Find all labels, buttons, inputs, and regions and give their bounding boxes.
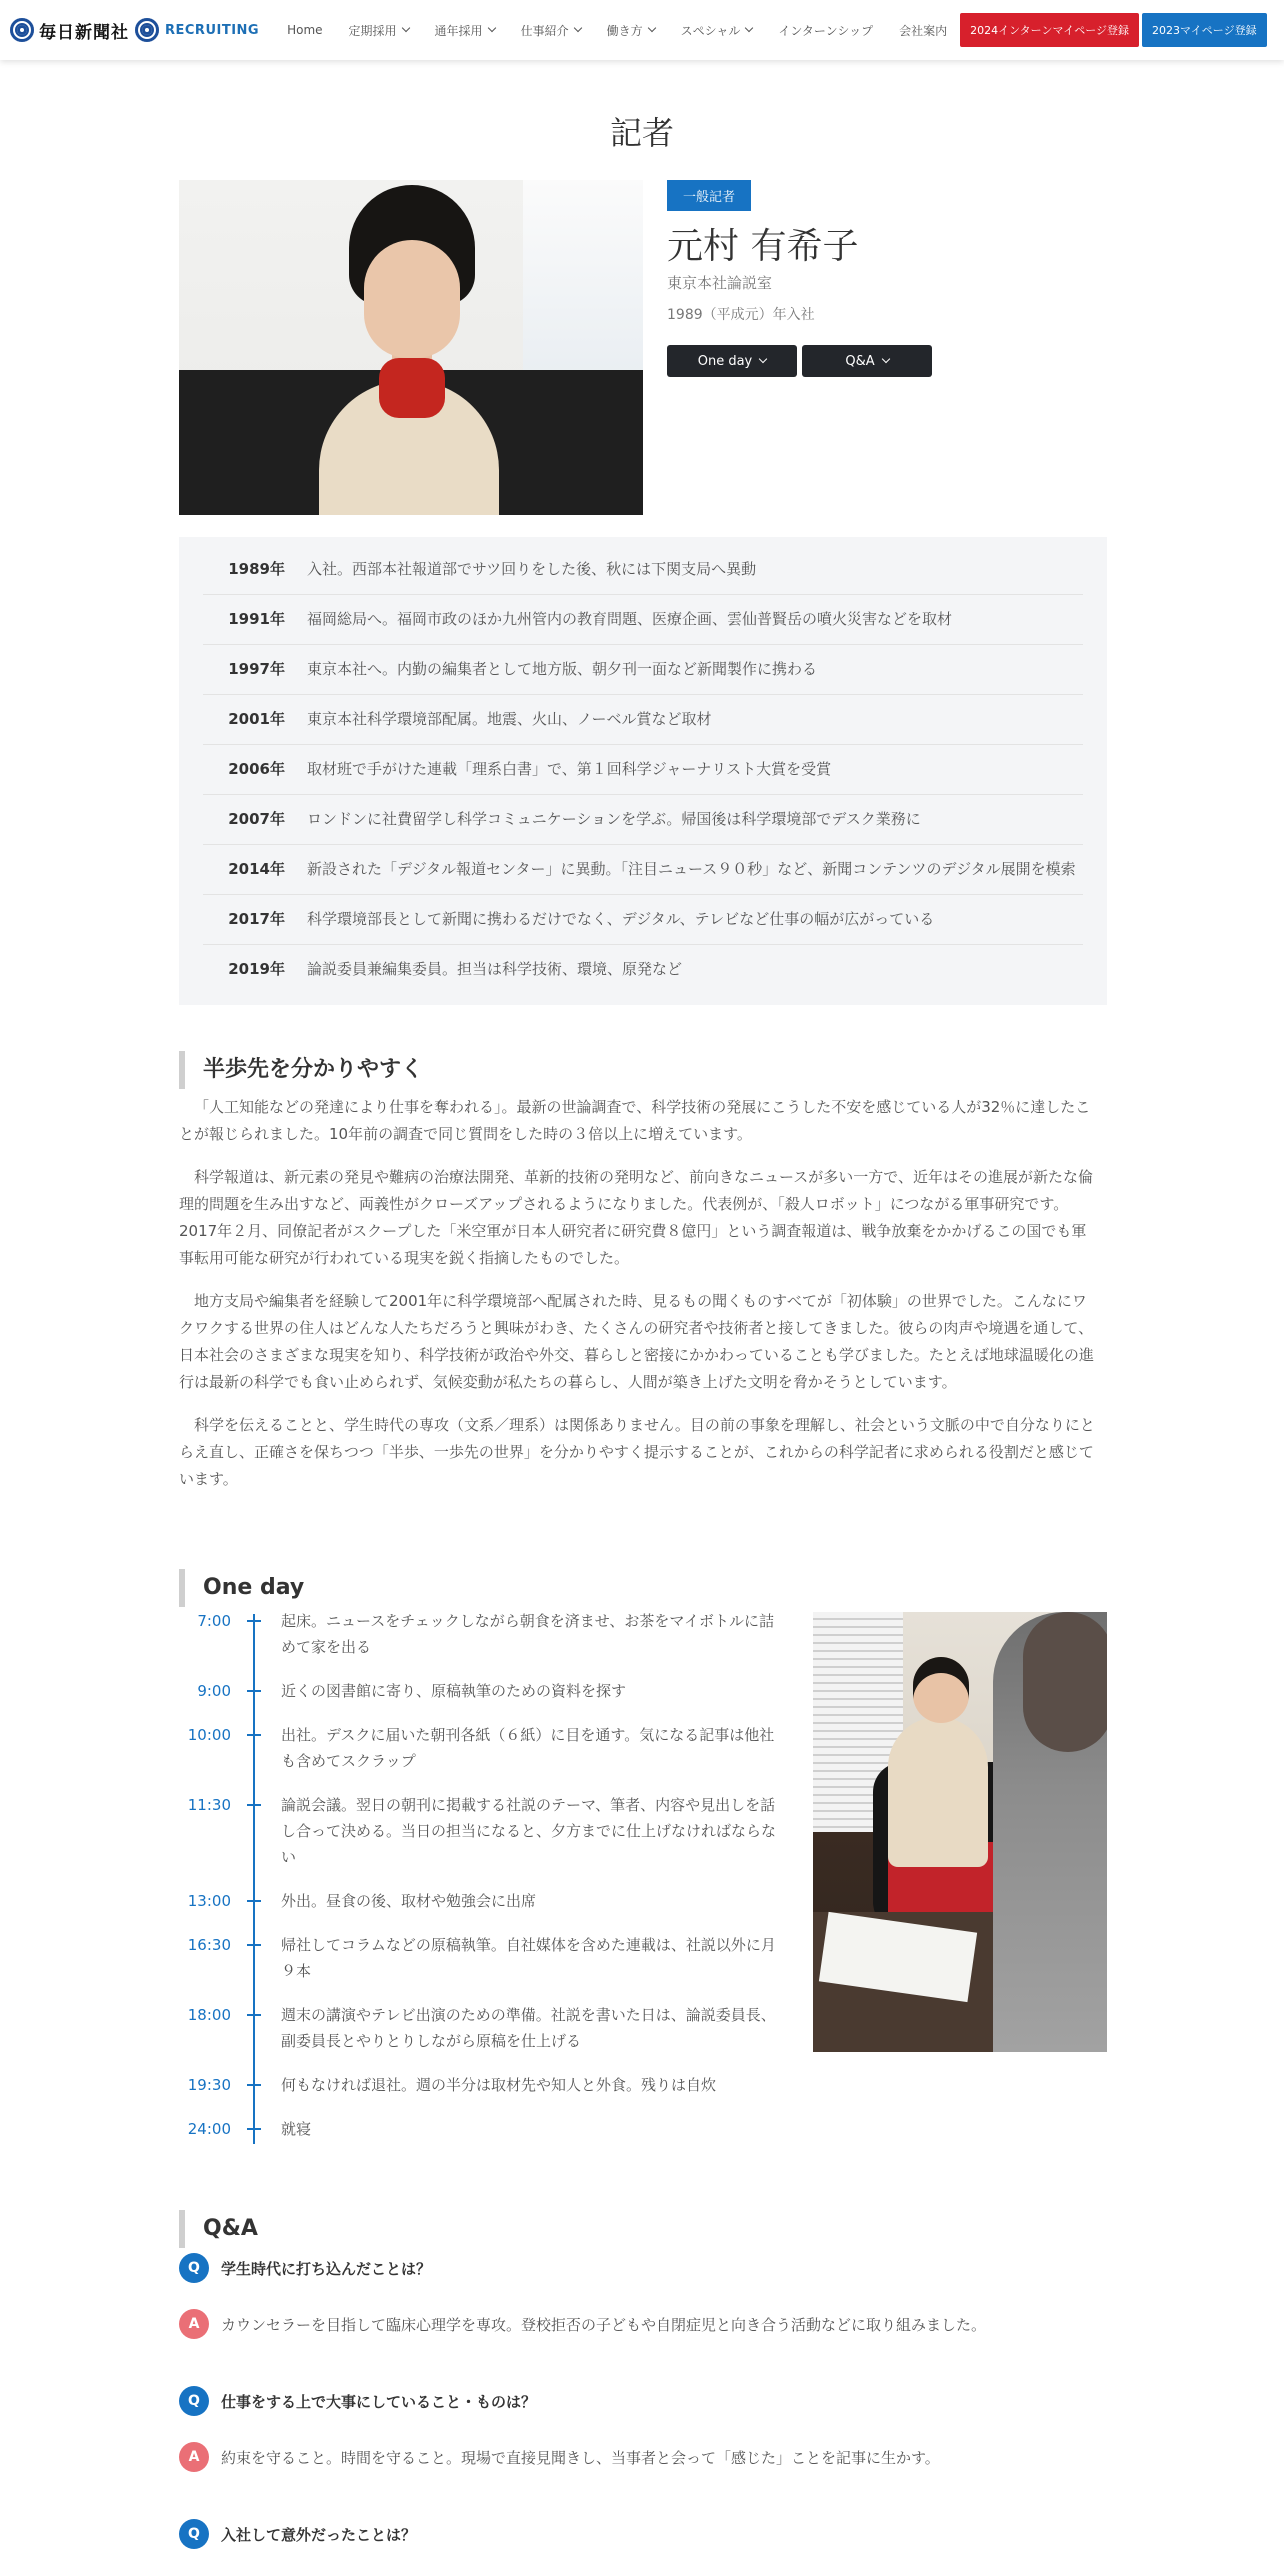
nav-regular-recruit[interactable]	[349, 22, 409, 39]
button-label: Q&A	[845, 353, 875, 369]
history-text: 東京本社へ。内勤の編集者として地方版、朝夕刊一面など新聞製作に携わる	[307, 660, 818, 678]
timeline-time: 18:00	[187, 2006, 231, 2024]
qa-item	[179, 2386, 1107, 2472]
recruiting-label: RECRUITING	[165, 22, 260, 38]
timeline-time: 7:00	[197, 1612, 231, 1630]
mainichi-logo-icon	[10, 18, 34, 42]
chevron-down-icon	[759, 355, 767, 363]
timeline-time: 13:00	[187, 1892, 231, 1910]
site-header	[0, 0, 1284, 60]
question-text: 入社して意外だったことは？	[221, 2525, 417, 2544]
timeline-tick	[247, 2084, 261, 2086]
article-body	[179, 1094, 1097, 1509]
nav-label: 通年採用	[434, 23, 483, 38]
timeline-item	[179, 2002, 779, 2054]
timeline-text: 出社。デスクに届いた朝刊各紙（６紙）に目を通す。気になる記事は他社も含めてスクラップ	[281, 1726, 775, 1770]
timeline-tick	[247, 1734, 261, 1736]
question-text: 学生時代に打ち込んだことは？	[221, 2259, 432, 2278]
history-year: 2017年	[228, 910, 285, 928]
oneday-heading: One day	[179, 1569, 304, 1607]
history-year: 1997年	[228, 660, 285, 678]
history-text: 新設された「デジタル報道センター」に異動。「注目ニュース９０秒」など、新聞コンテンツのデジタル展開を模索	[307, 860, 1076, 878]
timeline-tick	[247, 2128, 261, 2130]
timeline-tick	[247, 1944, 261, 1946]
timeline-item	[179, 1888, 779, 1914]
answer-badge-icon: A	[179, 2309, 209, 2339]
nav-label: インターンシップ	[778, 23, 874, 38]
logo[interactable]	[10, 18, 259, 43]
question-badge-icon: Q	[179, 2253, 209, 2283]
article-paragraph: 地方支局や編集者を経験して2001年に科学環境部へ配属された時、見るもの聞くものすべてが「初体験」の世界でした。こんなにワクワクする世界の住人はどんな人たちだろうと興味がわき、たくさんの研究者や技術者と接してきました。彼らの肉声や境遇を通して、日本社会のさまざまな現実を知り、科学技術が政治や外交、暮らしと密接にかかわっていることも学びました。たとえば地球温暖化の進行は最新の科学でも食い止められず、気候変動が私たちの暮らし、人間が築き上げた文明を脅かそうとしています。	[179, 1292, 1094, 1391]
answer-text: カウンセラーを目指して臨床心理学を専攻。登校拒否の子どもや自閉症児と向き合う活動などに取り組みました。	[221, 2315, 987, 2334]
nav-label: スペシャル	[680, 23, 741, 38]
timeline-text: 何もなければ退社。週の半分は取材先や知人と外食。残りは自炊	[281, 2076, 717, 2094]
chevron-down-icon	[745, 24, 753, 32]
timeline-item	[179, 2072, 779, 2098]
nav-label: 仕事紹介	[520, 23, 569, 38]
main-nav	[287, 22, 957, 39]
nav-internship[interactable]	[778, 22, 873, 39]
history-text: 入社。西部本社報道部でサツ回りをした後、秋には下関支局へ異動	[307, 560, 757, 578]
timeline-item	[179, 1932, 779, 1984]
mainichi-logo-icon	[135, 18, 159, 42]
timeline-tick	[247, 1804, 261, 1806]
article-paragraph: 「人工知能などの発達により仕事を奪われる」。最新の世論調査で、科学技術の発展にこうした不安を感じている人が32％に達したことが報じられました。10年前の調査で同じ質問をした時の３倍以上に増えています。	[179, 1098, 1091, 1143]
history-row	[203, 745, 1083, 795]
nav-home[interactable]	[287, 23, 322, 37]
chevron-down-icon	[401, 24, 409, 32]
reporter-department: 東京本社論説室	[667, 274, 773, 292]
history-text: 科学環境部長として新聞に携わるだけでなく、デジタル、テレビなど仕事の幅が広がっている	[307, 910, 935, 928]
qa-answer	[179, 2442, 1107, 2472]
history-row	[203, 845, 1083, 895]
timeline-time: 24:00	[187, 2120, 231, 2138]
history-text: ロンドンに社費留学し科学コミュニケーションを学ぶ。帰国後は科学環境部でデスク業務に	[307, 810, 921, 828]
timeline-text: 外出。昼食の後、取材や勉強会に出席	[281, 1892, 537, 1910]
history-year: 1989年	[228, 560, 285, 578]
history-row	[203, 895, 1083, 945]
history-text: 東京本社科学環境部配属。地震、火山、ノーベル賞など取材	[307, 710, 712, 728]
timeline-text: 近くの図書館に寄り、原稿執筆のための資料を探す	[281, 1682, 627, 1700]
reporter-join-year: 1989（平成元）年入社	[667, 307, 815, 323]
logo-text: 毎日新聞社	[39, 22, 129, 43]
history-year: 2006年	[228, 760, 285, 778]
timeline-item	[179, 1608, 779, 1660]
timeline-text: 週末の講演やテレビ出演のための準備。社説を書いた日は、論説委員長、副委員長とやりとりしながら原稿を仕上げる	[281, 2006, 776, 2050]
history-row	[203, 645, 1083, 695]
history-year: 2014年	[228, 860, 285, 878]
history-row	[203, 595, 1083, 645]
article-paragraph: 科学を伝えることと、学生時代の専攻（文系／理系）は関係ありません。目の前の事象を理解し、社会という文脈の中で自分なりにとらえ直し、正確さを保ちつつ「半歩、一歩先の世界」を分かりやすく提示することが、これからの科学記者に求められる役割だと感じています。	[179, 1416, 1095, 1488]
chevron-down-icon	[881, 355, 889, 363]
photo-woman	[888, 1717, 988, 1867]
photo-woman-head	[913, 1657, 969, 1723]
nav-label: 定期採用	[348, 23, 397, 38]
history-text: 取材班で手がけた連載「理系白書」で、第１回科学ジャーナリスト大賞を受賞	[307, 760, 832, 778]
answer-badge-icon: A	[179, 2442, 209, 2472]
timeline-text: 帰社してコラムなどの原稿執筆。自社媒体を含めた連載は、社説以外に月９本	[281, 1936, 776, 1980]
timeline-time: 9:00	[197, 1682, 231, 1700]
history-text: 福岡総局へ。福岡市政のほか九州管内の教育問題、医療企画、雲仙普賢岳の噴火災害などを取材	[307, 610, 953, 628]
question-badge-icon: Q	[179, 2386, 209, 2416]
nav-company[interactable]	[899, 22, 947, 39]
history-year: 2007年	[228, 810, 285, 828]
reporter-portrait-photo	[179, 180, 643, 515]
mypage-2023-register-button[interactable]: 2023マイページ登録	[1142, 13, 1267, 47]
qa-question	[179, 2386, 1107, 2416]
nav-special[interactable]	[681, 22, 753, 39]
oneday-jump-button[interactable]	[667, 345, 797, 377]
history-year: 2001年	[228, 710, 285, 728]
qa-item	[179, 2519, 1107, 2549]
history-year: 1991年	[228, 610, 285, 628]
qa-question	[179, 2519, 1107, 2549]
history-year: 2019年	[228, 960, 285, 978]
reporter-name: 元村 有希子	[667, 226, 859, 267]
history-row	[203, 945, 1083, 994]
history-row	[203, 545, 1083, 595]
chevron-down-icon	[573, 24, 581, 32]
career-history	[179, 537, 1107, 1005]
timeline-tick	[247, 1900, 261, 1902]
history-row	[203, 795, 1083, 845]
qa-question	[179, 2253, 1107, 2283]
button-label: One day	[697, 353, 753, 369]
timeline-tick	[247, 1620, 261, 1622]
question-text: 仕事をする上で大事にしていること・ものは？	[221, 2392, 537, 2411]
profile	[179, 180, 1107, 515]
timeline-time: 19:30	[187, 2076, 231, 2094]
timeline-text: 論説会議。翌日の朝刊に掲載する社説のテーマ、筆者、内容や見出しを話し合って決める。当日の担当になると、夕方までに仕上げなければならない	[281, 1796, 777, 1866]
article-paragraph: 科学報道は、新元素の発見や難病の治療法開発、革新的技術の発明など、前向きなニュースが多い一方で、近年はその進展が新たな倫理的問題を生み出すなど、両義性がクローズアップされるようになりました。代表例が、「殺人ロボット」につながる軍事研究です。2017年２月、同僚記者がスクープした「米空軍が日本人研究者に研究費８億円」という調査報道は、戦争放棄をかかげるこの国でも軍事転用可能な研究が行われている現実を鋭く指摘したものでした。	[179, 1168, 1093, 1267]
photo-collar	[379, 358, 445, 418]
page-title: 記者	[609, 114, 674, 152]
question-badge-icon: Q	[179, 2519, 209, 2549]
article-heading: 半歩先を分かりやすく	[179, 1051, 423, 1089]
qa-heading: Q&A	[179, 2210, 258, 2248]
qa-item	[179, 2253, 1107, 2339]
nav-label: 働き方	[606, 23, 643, 38]
timeline-time: 10:00	[187, 1726, 231, 1744]
nav-label: 会社案内	[899, 23, 948, 38]
qa-jump-button[interactable]	[802, 345, 932, 377]
photo-man-head	[1023, 1612, 1107, 1752]
role-badge: 一般記者	[667, 180, 751, 211]
nav-label: Home	[287, 23, 323, 37]
chevron-down-icon	[647, 24, 655, 32]
timeline-time: 11:30	[187, 1796, 231, 1814]
nav-year-round-recruit[interactable]	[435, 22, 495, 39]
chevron-down-icon	[487, 24, 495, 32]
nav-job-intro[interactable]	[521, 22, 581, 39]
history-text: 論説委員兼編集委員。担当は科学技術、環境、原発など	[307, 960, 683, 978]
timeline-item	[179, 1678, 779, 1704]
qa-answer	[179, 2309, 1107, 2339]
photo-window	[523, 180, 643, 380]
timeline-time: 16:30	[187, 1936, 231, 1954]
nav-work-style[interactable]	[607, 22, 655, 39]
timeline-item	[179, 1792, 779, 1870]
timeline-text: 就寝	[281, 2120, 312, 2138]
timeline-item	[179, 1722, 779, 1774]
photo-face	[364, 240, 460, 358]
history-row	[203, 695, 1083, 745]
oneday-timeline	[179, 1608, 779, 2160]
answer-text: 約束を守ること。時間を守ること。現場で直接見聞きし、当事者と会って「感じた」ことを記事に生かす。	[221, 2448, 940, 2467]
intern-2024-register-button[interactable]: 2024インターンマイページ登録	[960, 13, 1139, 47]
timeline-tick	[247, 2014, 261, 2016]
timeline-item	[179, 2116, 779, 2142]
timeline-text: 起床。ニュースをチェックしながら朝食を済ませ、お茶をマイボトルに詰めて家を出る	[281, 1612, 775, 1656]
interview-photo	[813, 1612, 1107, 2052]
timeline-tick	[247, 1690, 261, 1692]
